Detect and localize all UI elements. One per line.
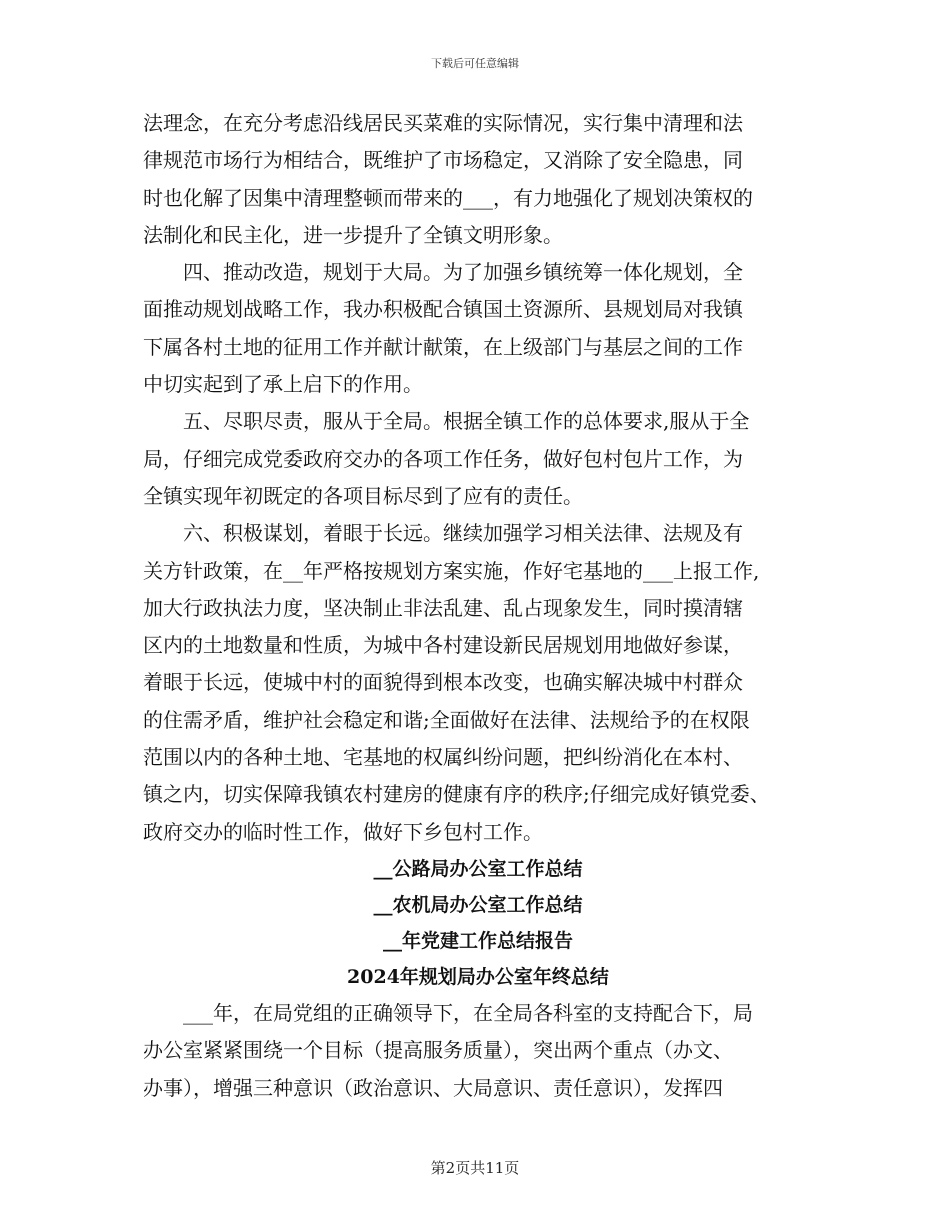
text-line: ___年，在局党组的正确领导下，在全局各科室的支持配合下，局: [143, 1000, 753, 1025]
text-line: 面推动规划战略工作，我办积极配合镇国土资源所、县规划局对我镇: [143, 297, 743, 322]
section-paragraphs: [143, 105, 813, 851]
text-line: 局，仔细完成党委政府交办的各项工作任务，做好包村包片工作，为: [143, 446, 743, 471]
text-line: 全镇实现年初既定的各项目标尽到了应有的责任。: [143, 483, 583, 508]
text-line: 律规范市场行为相结合，既维护了市场稳定，又消除了安全隐患，同: [143, 148, 743, 173]
text-line: 区内的土地数量和性质，为城中各村建设新民居规划用地做好参谋，: [143, 633, 743, 658]
text-line: 办公室紧紧围绕一个目标（提高服务质量），突出两个重点（办文、: [143, 1038, 733, 1063]
text-line: 法制化和民主化，进一步提升了全镇文明形象。: [143, 222, 563, 247]
related-title-link[interactable]: __年党建工作总结报告: [382, 929, 573, 952]
text-line: 的住需矛盾，维护社会稳定和谐;全面做好在法律、法规给予的在权限: [143, 707, 750, 732]
text-line: 关方针政策，在__年严格按规划方案实施，作好宅基地的___上报工作,: [143, 558, 760, 583]
page-footer: 第2页共11页: [430, 1159, 520, 1177]
section-title: 2024年规划局办公室年终总结: [347, 965, 609, 988]
text-line: 中切实起到了承上启下的作用。: [143, 372, 423, 397]
related-title-link[interactable]: __公路局办公室工作总结: [373, 857, 583, 880]
text-line: 着眼于长远，使城中村的面貌得到根本改变，也确实解决城中村群众: [143, 670, 743, 695]
text-line: 五、尽职尽责，服从于全局。根据全镇工作的总体要求,服从于全: [143, 409, 750, 434]
text-line: 法理念，在充分考虑沿线居民买菜难的实际情况，实行集中清理和法: [143, 111, 743, 135]
document-body: [143, 105, 813, 1107]
related-titles: [143, 851, 813, 995]
text-line: 范围以内的各种土地、宅基地的权属纠纷问题，把纠纷消化在本村、: [143, 745, 743, 770]
text-line: 时也化解了因集中清理整顿而带来的___，有力地强化了规划决策权的: [143, 185, 753, 210]
text-line: 四、推动改造，规划于大局。为了加强乡镇统筹一体化规划，全: [143, 260, 743, 285]
related-title-link[interactable]: __农机局办公室工作总结: [373, 893, 583, 916]
page-header: 下载后可任意编辑: [431, 57, 519, 70]
text-line: 加大行政执法力度，坚决制止非法乱建、乱占现象发生，同时摸清辖: [143, 595, 743, 620]
section-paragraphs-2: [143, 995, 813, 1107]
text-line: 六、积极谋划，着眼于长远。继续加强学习相关法律、法规及有: [143, 521, 743, 546]
text-line: 政府交办的临时性工作，做好下乡包村工作。: [143, 819, 543, 844]
text-line: 下属各村土地的征用工作并献计献策，在上级部门与基层之间的工作: [143, 334, 743, 359]
text-line: 镇之内，切实保障我镇农村建房的健康有序的秩序;仔细完成好镇党委、: [143, 782, 770, 807]
text-line: 办事），增强三种意识（政治意识、大局意识、责任意识），发挥四: [143, 1075, 723, 1100]
